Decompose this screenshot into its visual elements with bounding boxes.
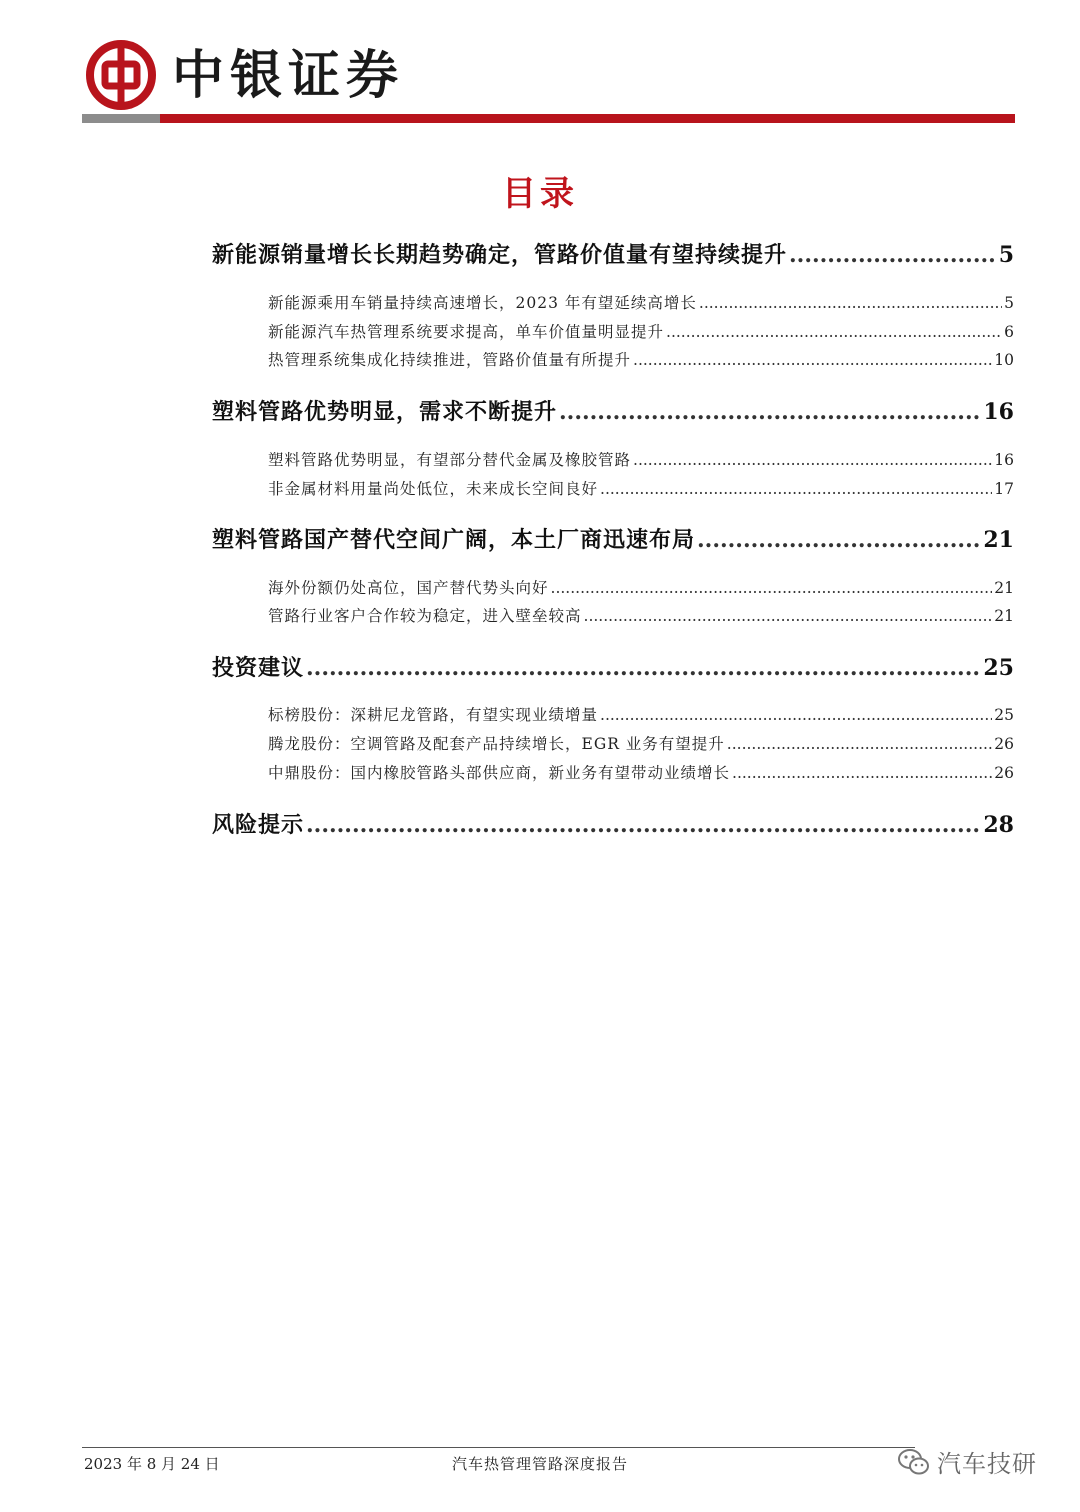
toc-entry-text: 新能源乘用车销量持续高速增长，2023 年有望延续高增长 xyxy=(268,294,697,312)
toc-entry-page: 10 xyxy=(994,351,1014,369)
toc-entry-text: 投资建议 xyxy=(212,655,305,681)
page-header xyxy=(0,0,1080,130)
toc-entry-text: 海外份额仍处高位，国产替代势头向好 xyxy=(268,579,549,597)
toc-entry-level2[interactable] xyxy=(268,291,1014,313)
footer-report-title: 汽车热管理管路深度报告 xyxy=(452,1455,629,1473)
toc-entry-level2[interactable] xyxy=(268,448,1014,470)
toc-entry-level2[interactable] xyxy=(268,320,1014,342)
wechat-icon xyxy=(897,1445,931,1479)
toc-leader-dots xyxy=(600,480,992,498)
toc-entry-level2[interactable] xyxy=(268,576,1014,598)
header-rule-red xyxy=(160,114,1015,123)
toc-entry-text: 标榜股份：深耕尼龙管路，有望实现业绩增量 xyxy=(268,706,599,724)
toc-entry-text: 塑料管路国产替代空间广阔，本土厂商迅速布局 xyxy=(212,527,696,553)
toc-entry-page: 16 xyxy=(983,399,1014,425)
toc-leader-dots xyxy=(559,399,981,425)
header-rule-gray xyxy=(82,114,160,123)
toc-entry-page: 6 xyxy=(1004,323,1014,341)
toc-entry-text: 新能源汽车热管理系统要求提高，单车价值量明显提升 xyxy=(268,323,665,341)
toc-entry-text: 新能源销量增长长期趋势确定，管路价值量有望持续提升 xyxy=(212,242,788,268)
toc-entry-page: 25 xyxy=(983,655,1014,681)
footer-rule xyxy=(82,1447,915,1448)
toc-entry-level1[interactable] xyxy=(212,808,1014,838)
toc-entry-level2[interactable] xyxy=(268,732,1014,754)
toc-leader-dots xyxy=(727,735,992,753)
toc-entry-page: 5 xyxy=(1004,294,1014,312)
toc-leader-dots xyxy=(732,764,992,782)
toc-entry-text: 风险提示 xyxy=(212,812,305,838)
toc-entry-level1[interactable] xyxy=(212,238,1014,268)
toc-entry-level1[interactable] xyxy=(212,651,1014,681)
toc-leader-dots xyxy=(789,242,997,268)
toc-entry-text: 中鼎股份：国内橡胶管路头部供应商，新业务有望带动业绩增长 xyxy=(268,764,731,782)
toc-entry-level2[interactable] xyxy=(268,477,1014,499)
toc-leader-dots xyxy=(633,451,992,469)
toc-entry-page: 26 xyxy=(994,764,1014,782)
toc-entry-level1[interactable] xyxy=(212,523,1014,553)
toc-entry-level2[interactable] xyxy=(268,761,1014,783)
toc-leader-dots xyxy=(584,607,993,625)
toc-entry-text: 塑料管路优势明显，有望部分替代金属及橡胶管路 xyxy=(268,451,632,469)
watermark xyxy=(897,1444,1037,1479)
toc-entry-page: 25 xyxy=(994,706,1014,724)
footer-date: 2023 年 8 月 24 日 xyxy=(84,1455,220,1473)
toc-entry-page: 5 xyxy=(998,242,1014,268)
toc-entry-level2[interactable] xyxy=(268,703,1014,725)
toc-leader-dots xyxy=(551,579,993,597)
toc-entry-text: 管路行业客户合作较为稳定，进入壁垒较高 xyxy=(268,607,582,625)
toc-entry-text: 腾龙股份：空调管路及配套产品持续增长，EGR 业务有望提升 xyxy=(268,735,725,753)
toc-entry-page: 21 xyxy=(994,579,1014,597)
bank-of-china-logo-icon xyxy=(86,40,156,110)
toc-entry-level2[interactable] xyxy=(268,604,1014,626)
toc-entry-page: 16 xyxy=(994,451,1014,469)
toc-entry-text: 塑料管路优势明显，需求不断提升 xyxy=(212,399,558,425)
toc-title: 目录 xyxy=(502,174,578,214)
toc-entry-page: 21 xyxy=(994,607,1014,625)
brand-name: 中银证券 xyxy=(172,45,405,106)
watermark-text: 汽车技研 xyxy=(937,1450,1037,1478)
toc-entry-page: 28 xyxy=(983,812,1014,838)
toc-leader-dots xyxy=(697,527,981,553)
toc-leader-dots xyxy=(600,706,992,724)
toc-entry-page: 21 xyxy=(983,527,1014,553)
toc-leader-dots xyxy=(633,351,992,369)
toc-leader-dots xyxy=(306,655,981,681)
toc-entry-page: 26 xyxy=(994,735,1014,753)
toc-entry-page: 17 xyxy=(994,480,1014,498)
toc-entry-level1[interactable] xyxy=(212,395,1014,425)
toc-entry-text: 非金属材料用量尚处低位，未来成长空间良好 xyxy=(268,480,599,498)
toc-entry-level2[interactable] xyxy=(268,348,1014,370)
toc-leader-dots xyxy=(666,323,1002,341)
toc-leader-dots xyxy=(699,294,1002,312)
toc-entry-text: 热管理系统集成化持续推进，管路价值量有所提升 xyxy=(268,351,632,369)
toc-leader-dots xyxy=(306,812,981,838)
